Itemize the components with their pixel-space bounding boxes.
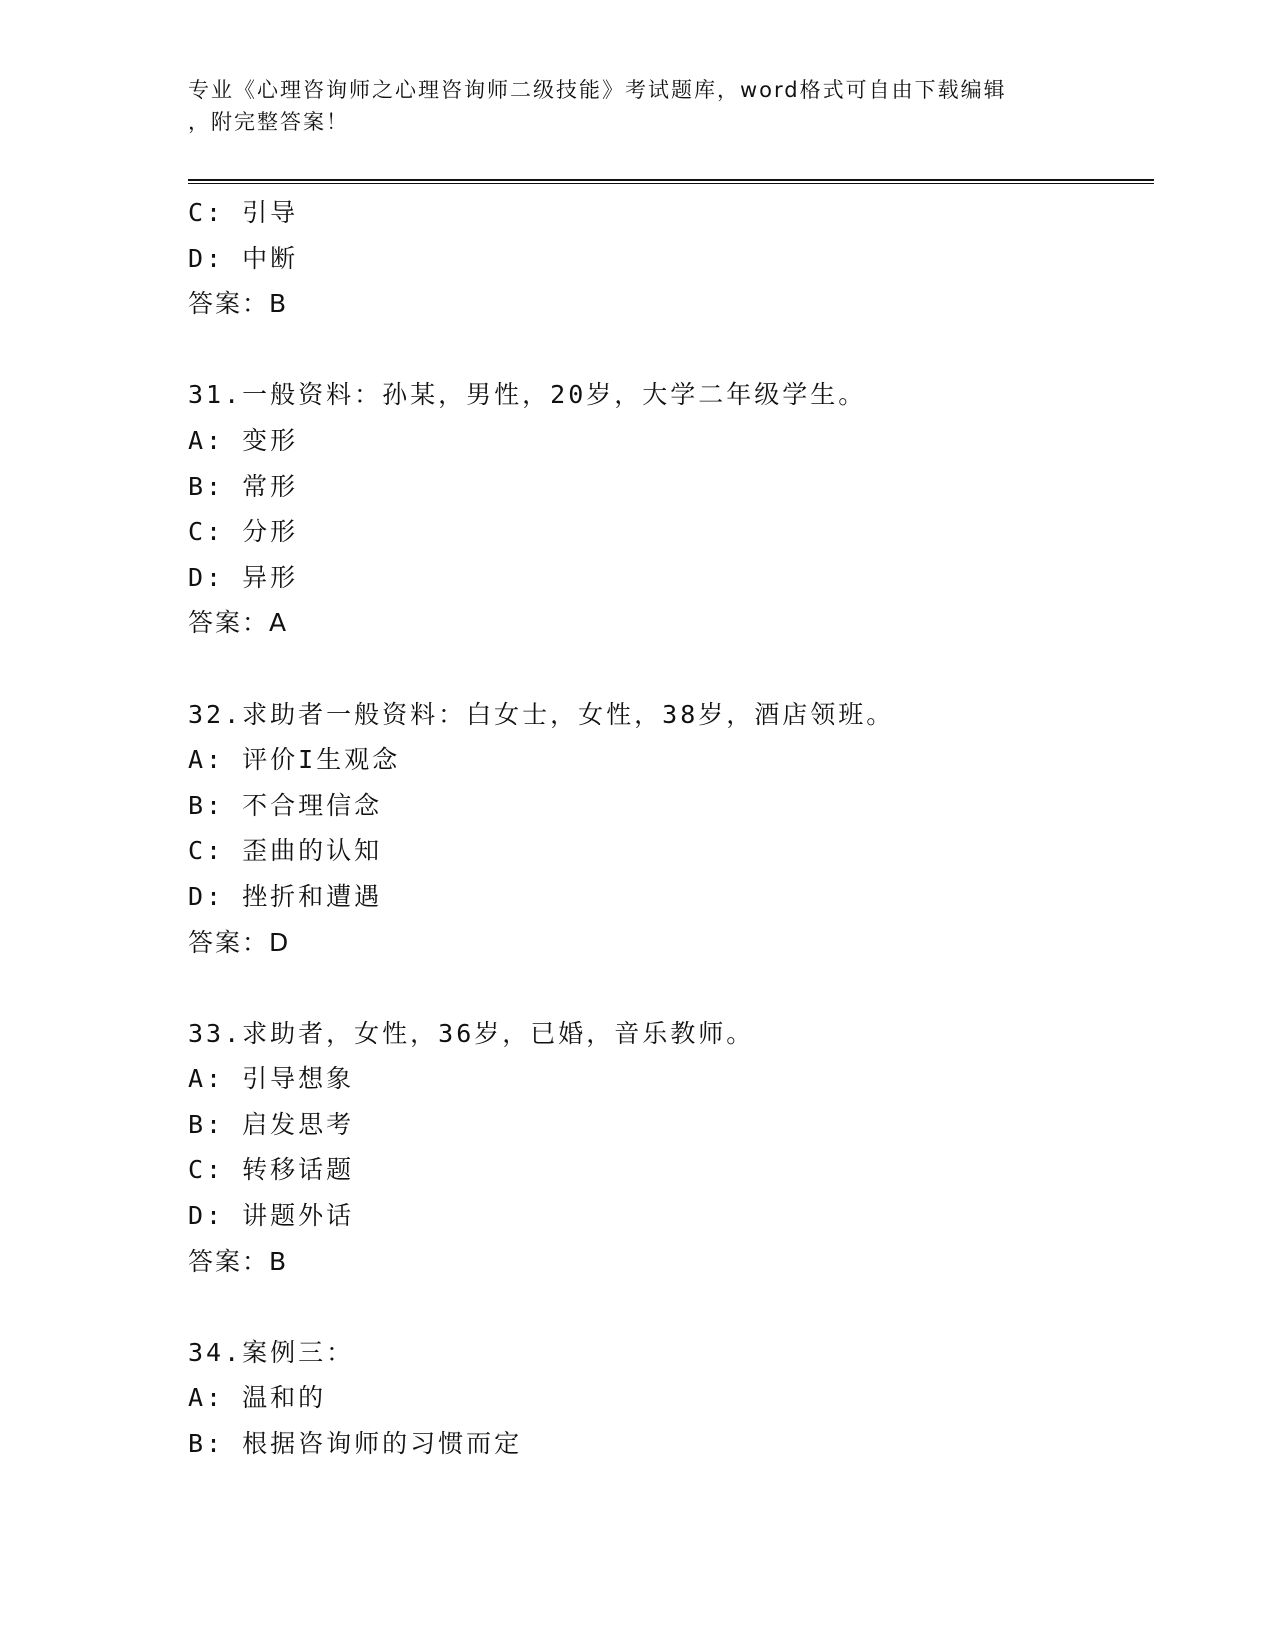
question-stem: 33.求助者，女性，36岁，已婚，音乐教师。: [188, 1018, 755, 1048]
spacer: [188, 1284, 1148, 1330]
prev-option-c: C: 引导: [188, 198, 299, 227]
option-a: A: 温和的: [188, 1383, 327, 1413]
option-b: B: 不合理信念: [188, 790, 383, 820]
option-d: D: 挫折和遭遇: [188, 881, 383, 911]
question-33: [188, 1011, 1148, 1285]
option-a: A: 引导想象: [188, 1064, 355, 1094]
option-a: A: 变形: [188, 425, 299, 455]
header-line-2: ，附完整答案！: [188, 110, 349, 134]
option-a: A: 评价I生观念: [188, 745, 401, 775]
question-32: [188, 692, 1148, 966]
prev-answer: 答案：B: [188, 289, 289, 319]
option-d: D: 异形: [188, 562, 299, 592]
spacer: [188, 327, 1148, 373]
answer: 答案：D: [188, 927, 291, 957]
option-b: B: 常形: [188, 471, 299, 501]
document-header: [188, 74, 1078, 138]
question-stem: 31.一般资料：孙某，男性，20岁，大学二年级学生。: [188, 380, 867, 410]
answer: 答案：A: [188, 608, 289, 638]
option-b: B: 根据咨询师的习惯而定: [188, 1429, 523, 1459]
option-d: D: 讲题外话: [188, 1201, 355, 1231]
header-divider-thick: [188, 179, 1154, 181]
question-34: [188, 1330, 1148, 1467]
question-31: [188, 372, 1148, 646]
option-c: C: 转移话题: [188, 1155, 355, 1185]
question-stem: 34.案例三：: [188, 1337, 355, 1367]
answer: 答案：B: [188, 1246, 289, 1276]
spacer: [188, 965, 1148, 1011]
option-b: B: 启发思考: [188, 1109, 355, 1139]
option-c: C: 分形: [188, 517, 299, 547]
spacer: [188, 646, 1148, 692]
question-stem: 32.求助者一般资料：白女士，女性，38岁，酒店领班。: [188, 699, 895, 729]
header-divider-thin: [188, 183, 1154, 184]
option-c: C: 歪曲的认知: [188, 836, 383, 866]
question-list: [188, 190, 1148, 1467]
header-line-1: 专业《心理咨询师之心理咨询师二级技能》考试题库，word格式可自由下载编辑: [188, 78, 1007, 102]
prev-option-d: D: 中断: [188, 243, 299, 273]
